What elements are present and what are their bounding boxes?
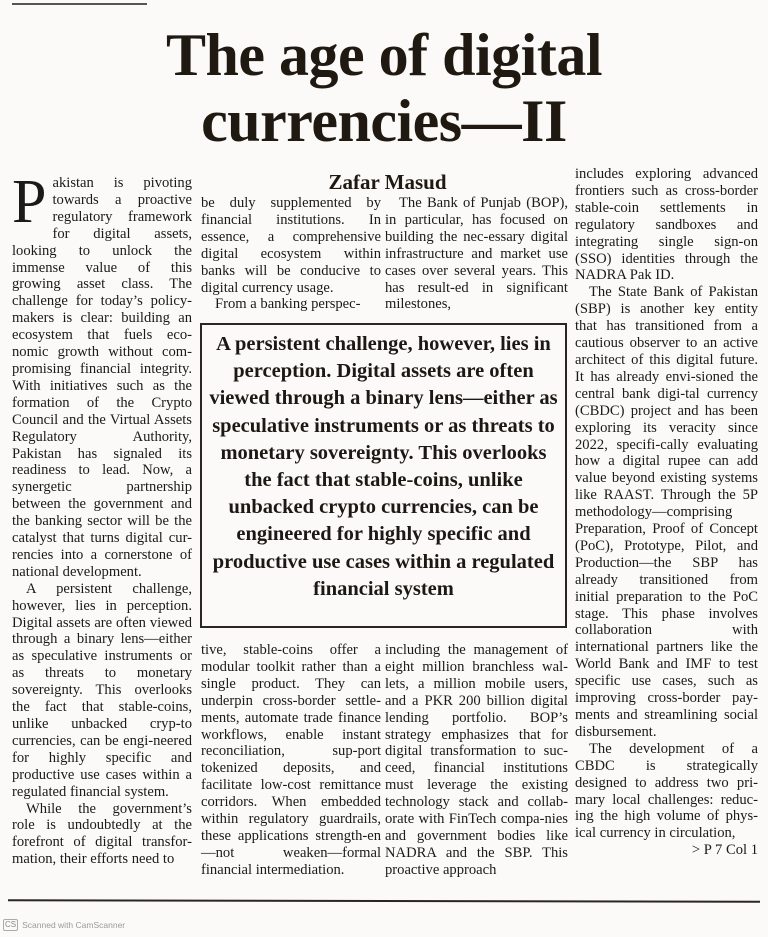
paragraph: The development of a CBDC is strategically designed to address two pri-mary local challenges: reduc-ing the high volume of phys-ical currency in circulation, <box>575 740 758 842</box>
paragraph: From a banking perspec- <box>215 296 361 313</box>
column-2-top <box>201 195 381 313</box>
paragraph: The Bank of Punjab (BOP), in particular, has focused on building the nec-essary digital infrastructure and market use cases over several years. This has result-ed in significant milestones, <box>385 195 568 313</box>
headline <box>0 22 768 154</box>
paragraph: While the government’s role is undoubtedly at the forefront of digital transfor-mation, their efforts need to <box>12 800 192 868</box>
scanner-watermark <box>3 919 125 931</box>
column-1 <box>12 168 192 868</box>
top-rule <box>12 3 147 5</box>
continuation-note: > P 7 Col 1 <box>691 842 758 859</box>
paragraph: A persistent challenge, however, lies in perception. Digital assets are often viewed through a binary lens—either as speculative instruments or as threats to monetary sovereignty. This overlooks the fact that stable-coins, unlike unbacked cryp-to currencies, can be engi-neered for highly specific and productive use cases within a regulated financial system. <box>12 580 192 800</box>
byline: Zafar Masud <box>328 170 447 194</box>
paragraph: tive, stable-coins offer a modular toolkit rather than a single product. They can underpin cross-border settle-ments, automate trade finance workflows, enable instant reconciliation, sup-port tokenized deposits, and facilitate low-cost remittance corridors. When embedded within regulatory guardrails, these applications strength-en—not weaken—formal financial intermediation. <box>201 642 381 878</box>
column-3-top <box>385 195 568 313</box>
paragraph: be duly supplemented by financial institutions. In essence, a comprehensive digital ecosystem within banks will be conducive to digital currency usage. <box>201 195 381 296</box>
headline-line-1: The age of digital <box>166 22 602 88</box>
column-3-bottom <box>385 642 568 879</box>
paragraph: including the management of eight million branchless wal-lets, a million mobile users, and a PKR 200 billion digital lending portfolio. BOP’s strategy emphasizes that for digital transformation to suc-ceed, financial institutions must leverage the existing technology stack and collab-orate with FinTech compa-nies and government bodies like NADRA and the SBP. This proactive approach <box>385 642 568 878</box>
column-2-bottom <box>201 642 381 879</box>
headline-line-2: currencies—II <box>201 88 567 154</box>
drop-cap: P <box>12 168 47 236</box>
paragraph: The State Bank of Pakistan (SBP) is another key entity that has transitioned from a cautious observer to an active architect of this digital future. It has already envi-sioned the central bank digi-tal currency (CBDC) project and has been exploring its veracity since 2022, specifi-cally evaluating how a digital rupee can add value beyond existing systems like RAAST. Through the 5P methodology—comprising Preparation, Proof of Concept (PoC), Prototype, Pilot, and Production—the SBP has already transitioned from initial preparation to the PoC stage. This phase involves collaboration with international partners like the World Bank and IMF to test specific use cases, such as improving cross-border pay-ments and streamlining social disbursement. <box>575 284 758 740</box>
column-4 <box>575 166 758 859</box>
camscanner-logo-icon: CS <box>5 920 17 929</box>
paragraph: Pakistan is pivoting towards a proactive regulatory framework for digital assets, looking to unlock the immense value of this growing asset class. The challenge for today’s policy-makers is clear: building an ecosystem that fuels eco-nomic growth without com-promising financial integrity. With initiatives such as the formation of the Crypto Council and the Virtual Assets Regulatory Authority, Pakistan has signaled its readiness to lead. Now, a synergetic partnership between the government and the banking sector will be the catalyst that turns digital cur-rencies into a cornerstone of national development. <box>12 168 192 580</box>
paragraph: includes exploring advanced frontiers such as cross-border stable-coin settlements in regulatory sandboxes and integrating single sign-on (SSO) identities through the NADRA Pak ID. <box>575 166 758 284</box>
watermark-text: Scanned with CamScanner <box>22 920 126 930</box>
bottom-rule <box>8 899 760 903</box>
pull-quote: A persistent challenge, however, lies in perception. Digital assets are often viewed through a binary lens—either as speculative instruments or as threats to monetary sovereignty. This overlooks the fact that stable-coins, unlike unbacked crypto currencies, can be engineered for highly specific and productive use cases within a regulated financial system <box>200 323 567 628</box>
